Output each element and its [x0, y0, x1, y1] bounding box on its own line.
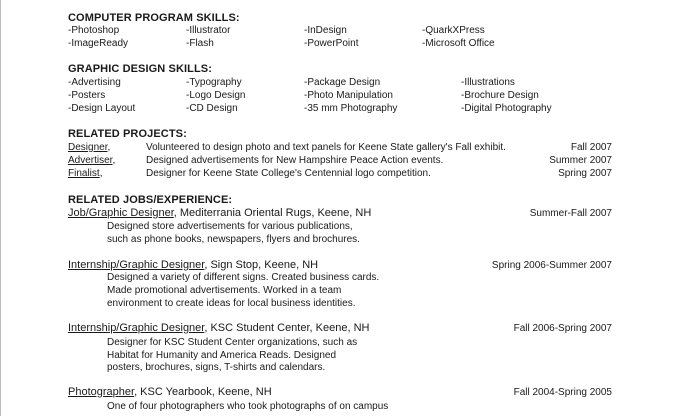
- job-org: , Sign Stop, Keene, NH: [204, 259, 319, 271]
- computer-skills-heading: COMPUTER PROGRAM SKILLS:: [68, 12, 240, 24]
- job-description-line: One of four photographers who took photographs of on campus: [107, 401, 389, 412]
- job-date: Fall 2004-Spring 2005: [513, 387, 612, 398]
- project-description: Volunteered to design photo and text panels for Keene State gallery's Fall exhibit.: [146, 142, 506, 153]
- job-date: Spring 2006-Summer 2007: [491, 260, 612, 271]
- design-skill: -35 mm Photography: [304, 103, 398, 114]
- design-skill: -CD Design: [186, 103, 238, 114]
- job-title: [68, 386, 272, 398]
- job-date: Summer-Fall 2007: [529, 208, 612, 219]
- design-skills-heading: GRAPHIC DESIGN SKILLS:: [68, 63, 212, 75]
- project-role: [68, 168, 102, 180]
- computer-skill: -Illustrator: [186, 25, 231, 36]
- project-role-label: Advertiser: [68, 155, 113, 166]
- project-role-separator: ,: [99, 168, 103, 179]
- design-skill: -Typography: [186, 77, 242, 88]
- job-org: , KSC Yearbook, Keene, NH: [134, 386, 272, 398]
- project-role-label: Finalist: [68, 168, 100, 179]
- job-date: Fall 2006-Spring 2007: [513, 323, 612, 334]
- job-description-line: Designed a variety of different signs. Created business cards.: [107, 272, 380, 283]
- design-skill: -Digital Photography: [461, 103, 552, 114]
- job-title: [68, 259, 318, 271]
- project-description: Designer for Keene State College's Centennial logo competition.: [146, 168, 431, 179]
- job-org: , Mediterrania Oriental Rugs, Keene, NH: [173, 207, 372, 219]
- design-skill: -Posters: [68, 90, 106, 101]
- computer-skill: -Flash: [186, 38, 214, 49]
- job-description-line: Designed store advertisements for various publications,: [107, 221, 353, 232]
- page-edge-divider: [0, 0, 1, 416]
- project-role: [68, 142, 110, 154]
- job-role: Photographer: [68, 386, 135, 398]
- design-skill: -Logo Design: [186, 90, 246, 101]
- computer-skill: -Microsoft Office: [422, 38, 495, 49]
- job-description-line: Habitat for Humanity and America Reads. Designed: [107, 350, 337, 361]
- job-org: , KSC Student Center, Keene, NH: [204, 322, 370, 334]
- job-description-line: such as phone books, newspapers, flyers and brochures.: [107, 234, 360, 245]
- project-role-separator: ,: [107, 142, 111, 153]
- design-skill: -Design Layout: [68, 103, 136, 114]
- projects-heading: RELATED PROJECTS:: [68, 128, 187, 140]
- project-role: [68, 155, 115, 167]
- design-skill: -Illustrations: [461, 77, 515, 88]
- job-role: Internship/Graphic Designer: [68, 259, 205, 271]
- job-description-line: environment to create ideas for local business identities.: [107, 298, 356, 309]
- job-description-line: posters, brochures, signs, T-shirts and calendars.: [107, 362, 326, 373]
- design-skill: -Package Design: [304, 77, 381, 88]
- job-title: [68, 322, 369, 334]
- jobs-heading: RELATED JOBS/EXPERIENCE:: [68, 194, 233, 206]
- project-date: Summer 2007: [549, 155, 612, 166]
- design-skill: -Advertising: [68, 77, 121, 88]
- computer-skill: -Photoshop: [68, 25, 120, 36]
- project-date: Spring 2007: [558, 168, 612, 179]
- computer-skill: -ImageReady: [68, 38, 129, 49]
- computer-skill: -QuarkXPress: [422, 25, 485, 36]
- design-skill: -Brochure Design: [461, 90, 539, 101]
- project-role-label: Designer: [68, 142, 108, 153]
- job-description-line: Made promotional advertisements. Worked in a team: [107, 285, 342, 296]
- job-role: Job/Graphic Designer: [68, 207, 174, 219]
- job-description-line: Designer for KSC Student Center organizations, such as: [107, 337, 358, 348]
- project-description: Designed advertisements for New Hampshire Peace Action events.: [146, 155, 444, 166]
- computer-skill: -InDesign: [304, 25, 347, 36]
- project-role-separator: ,: [112, 155, 116, 166]
- job-title: [68, 207, 371, 219]
- computer-skill: -PowerPoint: [304, 38, 359, 49]
- job-role: Internship/Graphic Designer: [68, 322, 205, 334]
- design-skill: -Photo Manipulation: [304, 90, 393, 101]
- project-date: Fall 2007: [570, 142, 612, 153]
